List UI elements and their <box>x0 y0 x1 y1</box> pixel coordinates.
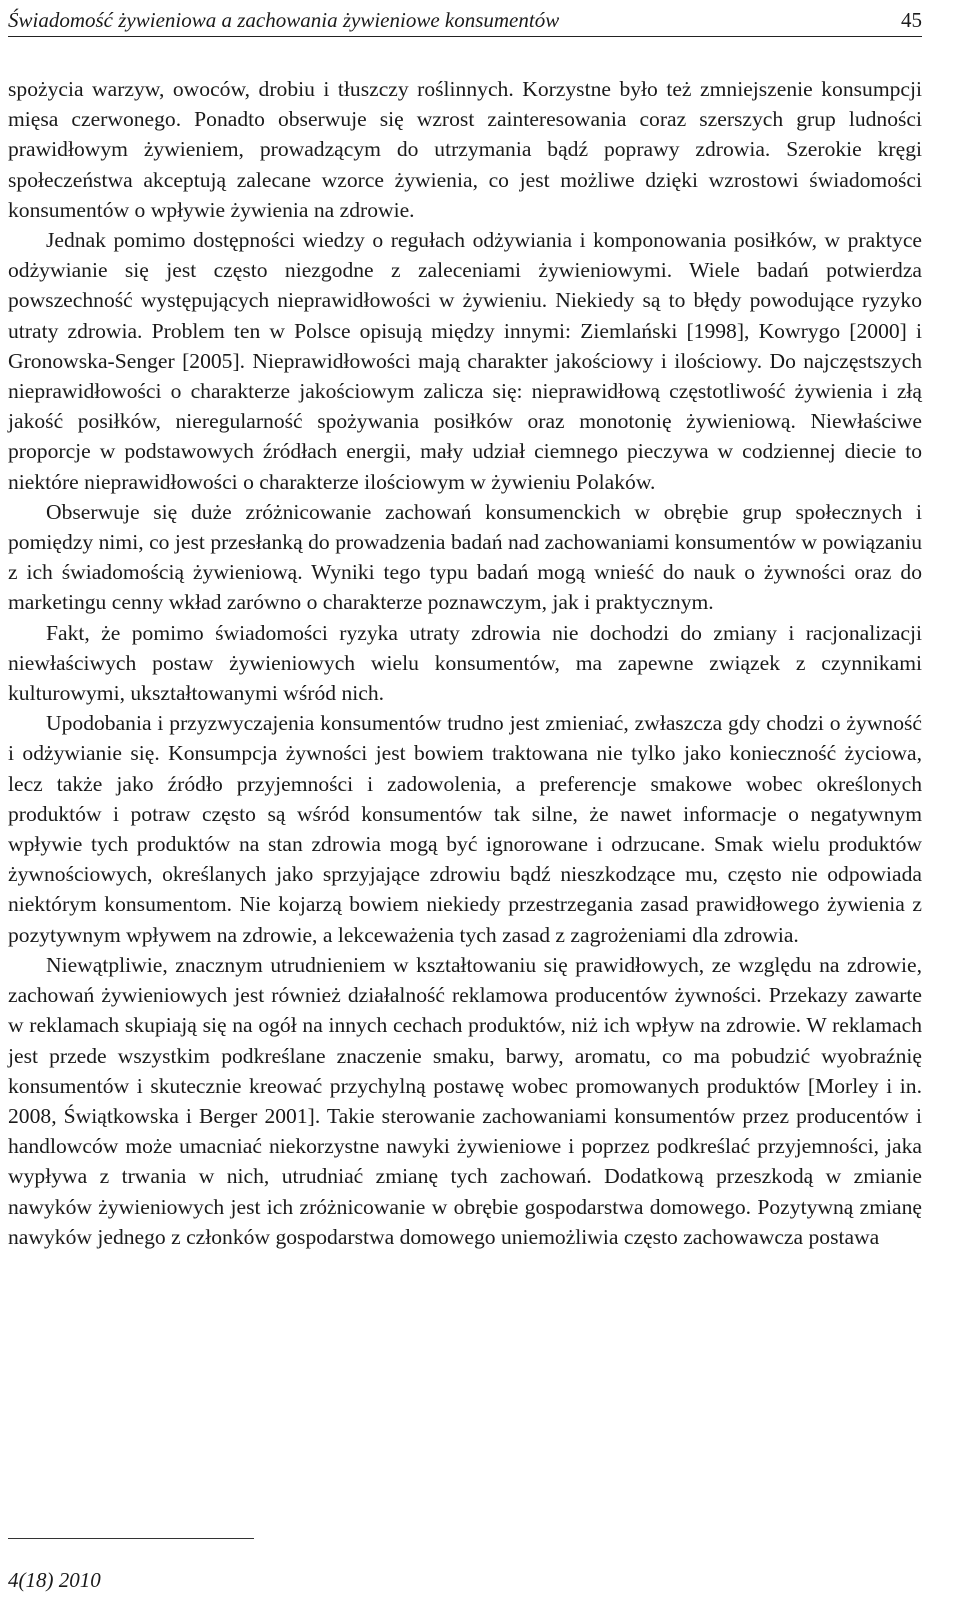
paragraph: Upodobania i przyzwyczajenia konsumentów trudno jest zmieniać, zwłaszcza gdy chodzi o żywność i odżywianie się. Konsumpcja żywności jest bowiem traktowana nie tylko jako konieczność życiowa, lecz także jako źródło przyjemności i zadowolenia, a preferencje smakowe wobec określonych produktów i potraw często są wśród konsumentów tak silne, że nawet informacje o negatywnym wpływie tych produktów na stan zdrowia mogą być ignorowane i odrzucane. Smak wielu produktów żywnościowych, określanych jako sprzyjające zdrowiu bądź nieszkodzące mu, często nie odpowiada niektórym konsumentom. Nie kojarzą bowiem niekiedy przestrzegania zasad prawidłowego żywienia z pozytywnym wpływem na zdrowie, a lekceważenia tych zasad z zagrożeniami dla zdrowia. <box>8 711 922 947</box>
running-header-title: Świadomość żywieniowa a zachowania żywieniowe konsumentów <box>8 8 560 32</box>
paragraph: Obserwuje się duże zróżnicowanie zachowań konsumenckich w obrębie grup społecznych i pomiędzy nimi, co jest przesłanką do prowadzenia badań nad zachowaniami konsumentów w powiązaniu z ich świadomością żywieniową. Wyniki tego typu badań mogą wnieść do nauk o żywności oraz do marketingu cenny wkład zarówno o charakterze poznawczym, jak i praktycznym. <box>8 499 922 615</box>
running-header <box>8 4 922 37</box>
paragraph: spożycia warzyw, owoców, drobiu i tłuszczy roślinnych. Korzystne było też zmniejszenie konsumpcji mięsa czerwonego. Ponadto obserwuje się wzrost zainteresowania coraz szerszych grup ludności prawidłowym żywieniem, prowadzącym do utrzymania bądź poprawy zdrowia. Szerokie kręgi społeczeństwa akceptują zalecane wzorce żywienia, co jest możliwe dzięki wzrostowi świadomości konsumentów o wpływie żywienia na zdrowie. <box>8 77 922 222</box>
paragraph: Jednak pomimo dostępności wiedzy o regułach odżywiania i komponowania posiłków, w praktyce odżywianie się jest często niezgodne z zaleceniami żywieniowymi. Wiele badań potwierdza powszechność występujących nieprawidłowości w żywieniu. Niekiedy są to błędy powodujące ryzyko utraty zdrowia. Problem ten w Polsce opisują między innymi: Ziemlański [1998], Kowrygo [2000] i Gronowska-Senger [2005]. Nieprawidłowości mają charakter jakościowy i ilościowy. Do najczęstszych nieprawidłowości o charakterze jakościowym zalicza się: nieprawidłową częstotliwość żywienia i złą jakość posiłków, nieregularność spożywania posiłków oraz monotonię żywieniową. Niewłaściwe proporcje w podstawowych źródłach energii, mały udział ciemnego pieczywa w codziennej diecie to niektóre nieprawidłowości o charakterze ilościowym w żywieniu Polaków. <box>8 228 922 494</box>
paragraph: Fakt, że pomimo świadomości ryzyka utraty zdrowia nie dochodzi do zmiany i racjonalizacji niewłaściwych postaw żywieniowych wielu konsumentów, ma zapewne związek z czynnikami kulturowymi, ukształtowanymi wśród nich. <box>8 620 922 706</box>
footer-divider <box>8 1538 254 1539</box>
paragraph: Niewątpliwie, znacznym utrudnieniem w kształtowaniu się prawidłowych, ze względu na zdrowie, zachowań żywieniowych jest również działalność reklamowa producentów żywności. Przekazy zawarte w reklamach skupiają się na ogół na innych cechach produktów, niż ich wpływ na zdrowie. W reklamach jest przede wszystkim podkreślane znaczenie smaku, barwy, aromatu, co ma pobudzić wyobraźnię konsumentów i skutecznie kreować przychylną postawę wobec promowanych produktów [Morley i in. 2008, Świątkowska i Berger 2001]. Takie sterowanie zachowaniami konsumentów przez producentów i handlowców może umacniać niekorzystne nawyki żywieniowe i poprzez podkreślać przyjemności, jaka wypływa z trwania w nich, utrudniać zmianę tych zachowań. Dodatkową przeszkodą w zmianie nawyków żywieniowych jest ich zróżnicowanie w obrębie gospodarstwa domowego. Pozytywną zmianę nawyków jednego z członków gospodarstwa domowego uniemożliwia często zachowawcza postawa <box>8 952 922 1249</box>
footer-issue: 4(18) 2010 <box>8 1568 101 1592</box>
page-number: 45 <box>901 8 922 32</box>
body-text <box>8 74 922 1252</box>
